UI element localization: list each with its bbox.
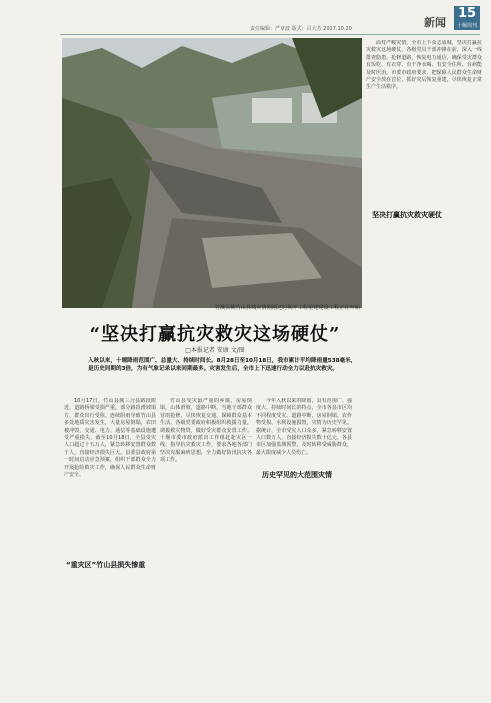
column-1-text: 10月17日，竹山县城三合县路段附近，道路桥梁受损严重，部分路段滑坡塌方，群众出行受阻。连续阴雨导致竹山县多处地质灾害发生，大量房屋倒塌，农田被冲毁，交通、电力、通信等基础设施遭受严重损失。截至10月18日，全县受灾人口超过十五万人，紧急转移安置群众数千人，直接经济损失巨大。县委县政府第一时间启动应急预案，组织干部群众全力开展抢险救灾工作，确保人民群众生命财产安全。: [64, 398, 156, 479]
article-byline: □本报记者 安康 文/图: [185, 347, 245, 354]
article-column-3: [256, 398, 352, 698]
disaster-photo: [62, 38, 362, 308]
column-2-text: 竹山县受灾最严重的乡镇，房屋倒塌，山体滑坡，道路中断。当地干部群众冒雨抢修，尽快恢复交通，保障群众基本生活。各级党委政府积极组织救援力量，调拨救灾物资，做好受灾群众安置工作。十堰市委市政府派出工作组赶赴灾区一线，指导抗灾救灾工作，要求各地各部门坚决克服麻痹思想，全力做好防汛抗灾各项工作。: [160, 398, 252, 464]
brand-label: 十堰周刊: [454, 22, 480, 30]
column-3-text: 今年入秋以来的降雨，具有范围广、强度大、持续时间长的特点，全市各县市区均不同程度受灾。道路中断、房屋倒塌、农作物受损、水利设施损毁，灾情为历史罕见。据统计，全市受灾人口众多，紧急转移安置人口数万人，直接经济损失数十亿元。各县市区加强监测预警，及时转移受威胁群众，最大限度减少人员伤亡。: [256, 398, 352, 456]
header-rule: [60, 34, 480, 35]
header-meta: 责任编辑：严章波 版式：吕大芳 2017.10.20: [250, 26, 352, 32]
photo-illustration: [62, 38, 362, 308]
article-column-4: [366, 40, 482, 695]
article-headline: “坚决打赢抗灾救灾这场硬仗”: [89, 324, 341, 345]
column-4-text: 面对严峻灾情，全市上下众志成城，坚决打赢抗灾救灾这场硬仗。各级党员干部冲锋在前，深入一线排查隐患，抢修道路，恢复电力通信，确保受灾群众有饭吃、有衣穿、有干净水喝、有安全住所、有病能及时医治。市委市政府要求，把保障人民群众生命财产安全放在首位，抓好灾后恢复重建，尽快恢复正常生产生活秩序。: [366, 40, 482, 91]
article-lead: 入秋以来，十堰降雨范围广、总量大、持续时间长。8月28日至10月18日，我市累计平均降雨量538毫米，是历史同期的3倍，为有气象记录以来同期最多。灾害发生后，全市上下迅速行动全力以赴抗灾救灾。: [88, 358, 357, 372]
subheading-3: 坚决打赢抗灾救灾硬仗: [372, 211, 442, 219]
article-column-1: [64, 398, 156, 698]
subheading-1: “重灾区”竹山县损失惨重: [66, 561, 146, 569]
subheading-2: 历史罕见的大范围灾情: [262, 471, 332, 479]
section-label: 新闻: [424, 16, 446, 29]
photo-caption: 竹溪县桃竹山县城灾情刚刚过时期开工程重建建设工程正在开始: [214, 305, 360, 311]
article-column-2: [160, 398, 252, 698]
page-number: 15: [454, 6, 480, 22]
